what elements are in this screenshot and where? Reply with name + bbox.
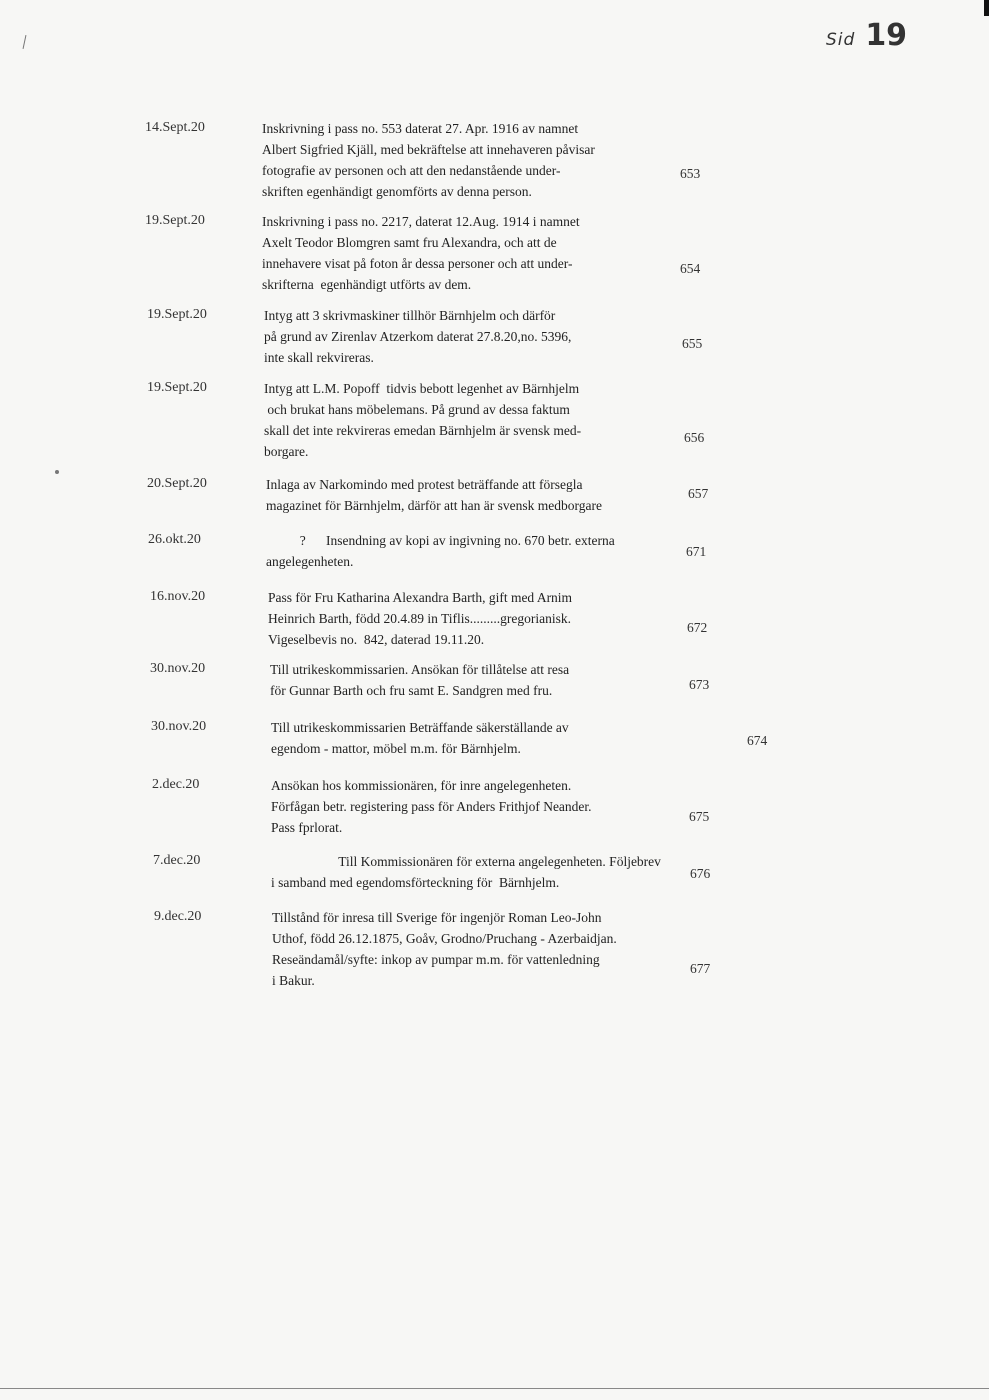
entry-description-line: Till Kommissionären för externa angelegenheten. Följebrev bbox=[271, 854, 661, 869]
entry-date: 19.Sept.20 bbox=[145, 213, 205, 228]
entry-description-line: Intyg att 3 skrivmaskiner tillhör Bärnhjelm och därför bbox=[264, 308, 556, 323]
entry-description-line: Albert Sigfried Kjäll, med bekräftelse att innehaveren påvisar bbox=[262, 142, 595, 157]
entry-description-line: Inskrivning i pass no. 2217, daterat 12.Aug. 1914 i namnet bbox=[262, 214, 580, 229]
entry-description bbox=[264, 305, 689, 368]
entry-description-line: i samband med egendomsförteckning för Bärnhjelm. bbox=[271, 875, 560, 890]
entry-description-line: Uthof, född 26.12.1875, Goåv, Grodno/Pruchang - Azerbaidjan. bbox=[272, 931, 617, 946]
entry-description bbox=[266, 530, 691, 572]
scan-edge-mark bbox=[984, 0, 989, 16]
entry-description bbox=[272, 907, 697, 991]
entry-reference-number: 672 bbox=[687, 620, 708, 635]
entry-date: 14.Sept.20 bbox=[145, 120, 205, 135]
entry-description-line: i Bakur. bbox=[272, 973, 315, 988]
entry-reference-number: 675 bbox=[689, 809, 710, 824]
entry-description-line: för Gunnar Barth och fru samt E. Sandgren med fru. bbox=[270, 683, 553, 698]
entry-date: 26.okt.20 bbox=[148, 532, 201, 547]
entry-description-line: och brukat hans möbelemans. På grund av dessa faktum bbox=[264, 402, 570, 417]
entry-date: 7.dec.20 bbox=[153, 853, 201, 868]
entry-reference-number: 674 bbox=[747, 733, 768, 748]
entry-description-line: skrifterna egenhändigt utförts av dem. bbox=[262, 277, 472, 292]
entry-description-line: skall det inte rekvireras emedan Bärnhjelm är svensk med- bbox=[264, 423, 582, 438]
page-number-prefix: Sid bbox=[826, 30, 856, 50]
entry-description-line: Axelt Teodor Blomgren samt fru Alexandra, och att de bbox=[262, 235, 557, 250]
entry-reference-number: 673 bbox=[689, 677, 710, 692]
scan-edge-line bbox=[0, 1388, 989, 1389]
entry-reference-number: 654 bbox=[680, 261, 701, 276]
entry-description-line: på grund av Zirenlav Atzerkom daterat 27.8.20,no. 5396, bbox=[264, 329, 572, 344]
entry-description bbox=[271, 775, 696, 838]
entry-reference-number: 657 bbox=[688, 486, 709, 501]
entry-description bbox=[271, 851, 696, 893]
entry-description bbox=[268, 587, 693, 650]
entry-description-line: egendom - mattor, möbel m.m. för Bärnhjelm. bbox=[271, 741, 521, 756]
page-number-handwritten bbox=[826, 18, 907, 53]
entry-date: 19.Sept.20 bbox=[147, 380, 207, 395]
entry-description-line: Intyg att L.M. Popoff tidvis bebott legenhet av Bärnhjelm bbox=[264, 381, 580, 396]
entry-date: 9.dec.20 bbox=[154, 909, 202, 924]
scan-speck bbox=[55, 470, 59, 474]
entry-description bbox=[266, 474, 691, 516]
entry-description bbox=[264, 378, 689, 462]
entry-date: 16.nov.20 bbox=[150, 589, 206, 604]
entry-description bbox=[271, 717, 696, 759]
entry-description-line: Heinrich Barth, född 20.4.89 in Tiflis.........gregorianisk. bbox=[268, 611, 571, 626]
entry-description-line: Pass för Fru Katharina Alexandra Barth, gift med Arnim bbox=[268, 590, 573, 605]
entry-reference-number: 677 bbox=[690, 961, 711, 976]
entry-description-line: magazinet för Bärnhjelm, därför att han är svensk medborgare bbox=[266, 498, 602, 513]
entry-description-line: Förfågan betr. registering pass för Anders Frithjof Neander. bbox=[271, 799, 592, 814]
entry-reference-number: 653 bbox=[680, 166, 701, 181]
entry-date: 20.Sept.20 bbox=[147, 476, 207, 491]
entry-description-line: Tillstånd för inresa till Sverige för ingenjör Roman Leo-John bbox=[272, 910, 602, 925]
entry-description-line: borgare. bbox=[264, 444, 309, 459]
entry-date: 19.Sept.20 bbox=[147, 307, 207, 322]
entry-description-line: Reseändamål/syfte: inkop av pumpar m.m. för vattenledning bbox=[272, 952, 600, 967]
entry-description-line: fotografie av personen och att den nedanstående under- bbox=[262, 163, 561, 178]
entry-description-line: Vigeselbevis no. 842, daterad 19.11.20. bbox=[268, 632, 485, 647]
page-number-value: 19 bbox=[865, 18, 908, 53]
entry-description bbox=[262, 118, 687, 202]
entry-description-line: Inlaga av Narkomindo med protest beträffande att försegla bbox=[266, 477, 583, 492]
entry-description-line: Till utrikeskommissarien Beträffande säkerställande av bbox=[271, 720, 569, 735]
entry-description-line: angelegenheten. bbox=[266, 554, 354, 569]
entry-reference-number: 655 bbox=[682, 336, 703, 351]
entry-description-line: Inskrivning i pass no. 553 daterat 27. Apr. 1916 av namnet bbox=[262, 121, 579, 136]
entry-description-line: innehavere visat på foton år dessa personer och att under- bbox=[262, 256, 573, 271]
entry-description bbox=[270, 659, 695, 701]
entry-description-line: ? Insendning av kopi av ingivning no. 670 betr. externa bbox=[266, 533, 615, 548]
entry-date: 30.nov.20 bbox=[151, 719, 207, 734]
entry-description-line: inte skall rekvireras. bbox=[264, 350, 374, 365]
entry-description-line: Pass fprlorat. bbox=[271, 820, 343, 835]
entry-description bbox=[262, 211, 687, 295]
entry-description-line: Ansökan hos kommissionären, för inre angelegenheten. bbox=[271, 778, 572, 793]
entry-description-line: Till utrikeskommissarien. Ansökan för tillåtelse att resa bbox=[270, 662, 570, 677]
scan-speck bbox=[23, 35, 27, 49]
entry-date: 30.nov.20 bbox=[150, 661, 206, 676]
entry-date: 2.dec.20 bbox=[152, 777, 200, 792]
entry-reference-number: 671 bbox=[686, 544, 707, 559]
entry-reference-number: 676 bbox=[690, 866, 711, 881]
entry-reference-number: 656 bbox=[684, 430, 705, 445]
entry-description-line: skriften egenhändigt genomförts av denna person. bbox=[262, 184, 532, 199]
